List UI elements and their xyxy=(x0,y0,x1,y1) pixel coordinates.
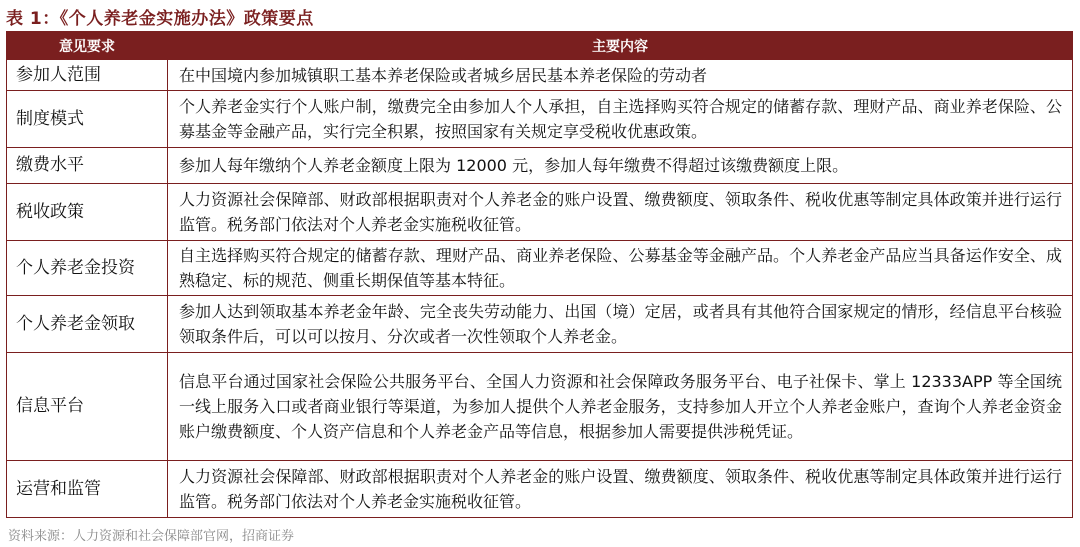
row-content: 参加人每年缴纳个人养老金额度上限为 12000 元，参加人每年缴费不得超过该缴费额度上限。 xyxy=(168,148,1073,184)
row-requirement: 个人养老金领取 xyxy=(7,296,168,353)
row-content: 个人养老金实行个人账户制，缴费完全由参加人个人承担，自主选择购买符合规定的储蓄存款、理财产品、商业养老保险、公募基金等金融产品，实行完全积累，按照国家有关规定享受税收优惠政策。 xyxy=(168,91,1073,148)
row-requirement: 运营和监管 xyxy=(7,461,168,518)
row-requirement: 税收政策 xyxy=(7,184,168,241)
table-row xyxy=(7,60,1073,91)
row-requirement: 信息平台 xyxy=(7,353,168,461)
row-content: 人力资源社会保障部、财政部根据职责对个人养老金的账户设置、缴费额度、领取条件、税收优惠等制定具体政策并进行运行监管。税务部门依法对个人养老金实施税收征管。 xyxy=(168,461,1073,518)
table-row xyxy=(7,148,1073,184)
table-row xyxy=(7,184,1073,241)
table-row xyxy=(7,353,1073,461)
policy-table xyxy=(6,31,1073,518)
row-requirement: 个人养老金投资 xyxy=(7,241,168,296)
row-content: 在中国境内参加城镇职工基本养老保险或者城乡居民基本养老保险的劳动者 xyxy=(168,60,1073,91)
row-requirement: 参加人范围 xyxy=(7,60,168,91)
table-header-row xyxy=(7,32,1073,60)
row-content: 自主选择购买符合规定的储蓄存款、理财产品、商业养老保险、公募基金等金融产品。个人养老金产品应当具备运作安全、成熟稳定、标的规范、侧重长期保值等基本特征。 xyxy=(168,241,1073,296)
row-requirement: 缴费水平 xyxy=(7,148,168,184)
table-row xyxy=(7,461,1073,518)
table-title: 表 1：《个人养老金实施办法》政策要点 xyxy=(6,9,314,29)
row-content: 参加人达到领取基本养老金年龄、完全丧失劳动能力、出国（境）定居，或者具有其他符合国家规定的情形，经信息平台核验领取条件后，可以可以按月、分次或者一次性领取个人养老金。 xyxy=(168,296,1073,353)
table-row xyxy=(7,91,1073,148)
source-note: 资料来源：人力资源和社会保障部官网，招商证券 xyxy=(8,529,295,544)
table-row xyxy=(7,241,1073,296)
row-content: 人力资源社会保障部、财政部根据职责对个人养老金的账户设置、缴费额度、领取条件、税收优惠等制定具体政策并进行运行监管。税务部门依法对个人养老金实施税收征管。 xyxy=(168,184,1073,241)
table-row xyxy=(7,296,1073,353)
header-requirement: 意见要求 xyxy=(7,32,168,60)
header-content: 主要内容 xyxy=(168,32,1073,60)
row-requirement: 制度模式 xyxy=(7,91,168,148)
row-content: 信息平台通过国家社会保险公共服务平台、全国人力资源和社会保障政务服务平台、电子社保卡、掌上 12333APP 等全国统一线上服务入口或者商业银行等渠道，为参加人提供个人养老金服务，支持参加人开立个人养老金账户，查询个人养老金资金账户缴费额度、个人资产信息和个人养老金产品等信息，根据参加人需要提供涉税凭证。 xyxy=(168,353,1073,461)
